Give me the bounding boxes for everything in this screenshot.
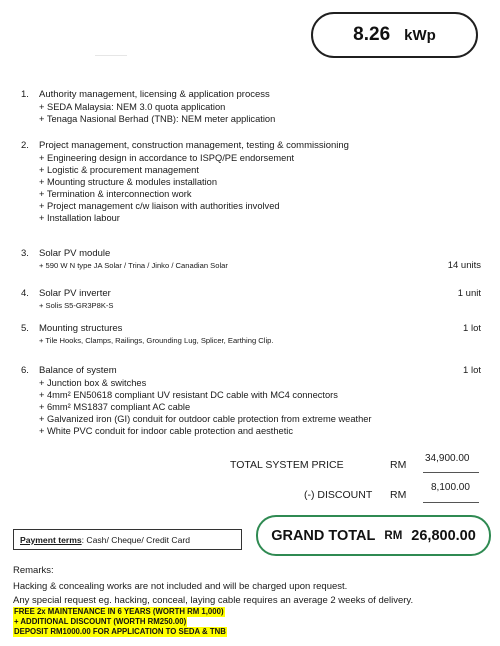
list-item: + SEDA Malaysia: NEM 3.0 quota application (39, 102, 226, 112)
item-number: 6. (21, 365, 29, 376)
promo-text: FREE 2x MAINTENANCE IN 6 YEARS (WORTH RM 1,000) (14, 607, 224, 616)
list-item: + Tile Hooks, Clamps, Railings, Grounding Lug, Splicer, Earthing Clip. (39, 336, 274, 345)
list-item: + 4mm² EN50618 compliant UV resistant DC cable with MC4 connectors (39, 390, 338, 401)
discount-label: (-) DISCOUNT (304, 489, 373, 501)
remarks-heading: Remarks: (13, 565, 54, 576)
total-system-price-currency: RM (390, 459, 407, 471)
list-item: + 590 W N type JA Solar / Trina / Jinko / Canadian Solar (39, 261, 228, 270)
item-number: 2. (21, 140, 29, 151)
list-item: + Tenaga Nasional Berhad (TNB): NEM meter application (39, 114, 276, 125)
grand-total-currency: RM (384, 529, 403, 542)
item-sub-list (39, 335, 273, 347)
item-sub-list (39, 260, 228, 272)
item-title: Authority management, licensing & application process (39, 89, 270, 100)
decorative-divider (95, 55, 127, 56)
quantity-unit: unit (465, 288, 481, 299)
item-quantity: 1 lot (463, 323, 481, 334)
capacity-value: 8.26 (353, 24, 391, 45)
total-system-price-amount: 34,900.00 (425, 453, 470, 464)
item-sub-list (39, 377, 372, 437)
remarks-section (13, 565, 493, 607)
discount-currency: RM (390, 489, 407, 501)
list-item: + Junction box & switches (39, 378, 147, 388)
item-sub-list (39, 300, 114, 312)
remark-line: Any special request eg. hacking, conceal, laying cable requires an average 2 weeks of delivery. (13, 595, 414, 606)
item-number: 1. (21, 89, 29, 100)
item-title: Solar PV module (39, 248, 111, 259)
item-number: 3. (21, 248, 29, 259)
amount-underline (423, 502, 479, 503)
payment-terms-box (13, 529, 242, 550)
list-item: + 6mm² MS1837 compliant AC cable (39, 402, 191, 413)
promo-deposit (13, 626, 227, 637)
list-item: + Galvanized iron (GI) conduit for outdoor cable protection from extreme weather (39, 414, 372, 425)
system-capacity-badge (311, 12, 478, 58)
payment-terms-value: : Cash/ Cheque/ Credit Card (81, 534, 191, 545)
list-item: + Mounting structure & modules installation (39, 177, 218, 188)
grand-total-badge (256, 515, 491, 556)
discount-amount: 8,100.00 (431, 482, 470, 493)
list-item: + Logistic & procurement management (39, 165, 199, 176)
item-title: Balance of system (39, 365, 117, 376)
grand-total-label: GRAND TOTAL (271, 527, 376, 544)
item-quantity (448, 260, 481, 271)
remark-line: Hacking & concealing works are not included and will be charged upon request. (13, 581, 348, 592)
item-title: Project management, construction management, testing & commissioning (39, 140, 349, 151)
item-sub-list (39, 152, 294, 225)
item-number: 4. (21, 288, 29, 299)
capacity-unit: kWp (404, 26, 436, 44)
item-quantity (458, 288, 481, 299)
payment-terms-label: Payment terms (20, 534, 82, 545)
promo-text: DEPOSIT RM1000.00 FOR APPLICATION TO SEDA & TNB (14, 627, 226, 636)
item-sub-list (39, 101, 275, 125)
list-item: + Engineering design in accordance to ISPQ/PE endorsement (39, 153, 295, 163)
item-quantity: 1 lot (463, 365, 481, 376)
list-item: + Project management c/w liaison with authorities involved (39, 201, 280, 212)
item-number: 5. (21, 323, 29, 334)
amount-underline (423, 472, 479, 473)
list-item: + Solis S5-GR3P8K-S (39, 301, 114, 310)
quantity-unit: units (460, 260, 481, 271)
grand-total-amount: 26,800.00 (411, 527, 476, 544)
promo-text: + ADDITIONAL DISCOUNT (WORTH RM250.00) (14, 617, 187, 626)
item-title: Solar PV inverter (39, 288, 111, 299)
list-item: + Termination & interconnection work (39, 189, 192, 200)
list-item: + Installation labour (39, 213, 120, 224)
item-title: Mounting structures (39, 323, 123, 334)
list-item: + White PVC conduit for indoor cable protection and aesthetic (39, 426, 294, 437)
quantity-number: 1 (457, 288, 464, 299)
total-system-price-label: TOTAL SYSTEM PRICE (230, 459, 344, 471)
quantity-number: 14 (447, 260, 459, 271)
